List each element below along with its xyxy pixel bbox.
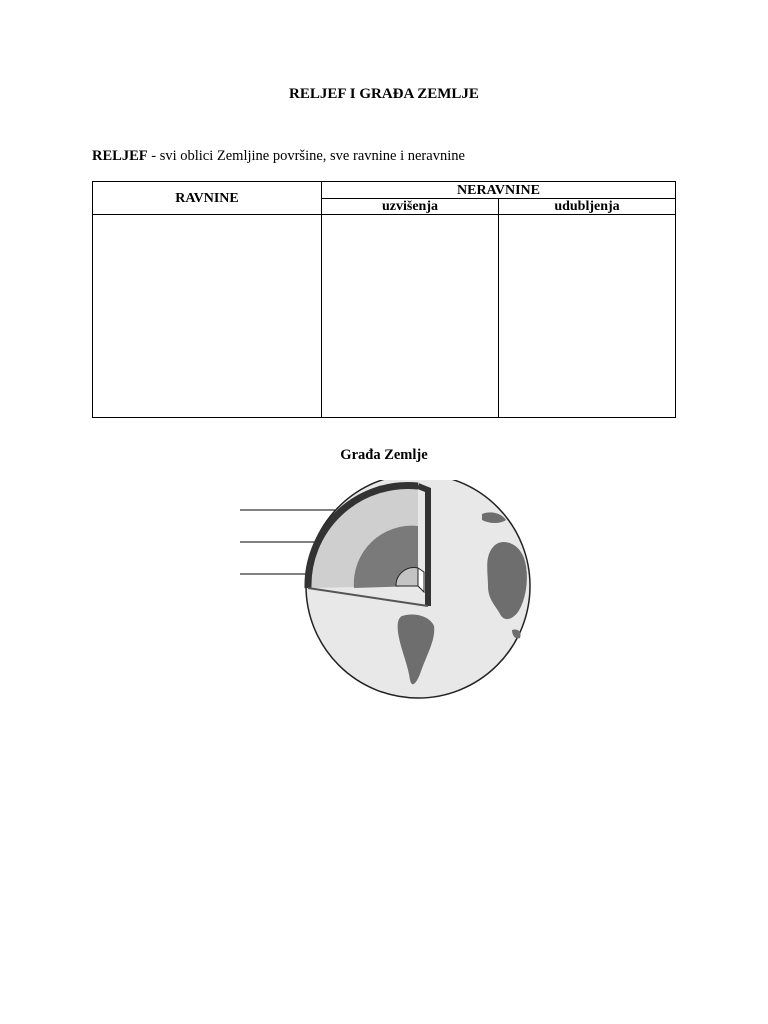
- cell-udubljenja-answer[interactable]: [499, 215, 676, 418]
- definition-text: svi oblici Zemljine površine, sve ravnine i neravnine: [159, 148, 465, 164]
- definition-separator: -: [147, 148, 160, 164]
- header-udubljenja: udubljenja: [499, 199, 676, 215]
- header-neravnine: NERAVNINE: [322, 182, 676, 199]
- header-ravnine: RAVNINE: [93, 182, 322, 215]
- page-title: RELJEF I GRAĐA ZEMLJE: [289, 86, 479, 102]
- earth-structure-diagram: [232, 480, 542, 702]
- definition-term: RELJEF: [92, 148, 148, 164]
- relief-table: [92, 181, 676, 418]
- relief-definition: [92, 148, 465, 165]
- cell-ravnine-answer[interactable]: [93, 215, 322, 418]
- table-answer-row: [93, 215, 676, 418]
- table-header-row: [93, 182, 676, 199]
- header-uzvisenja: uzvišenja: [322, 199, 499, 215]
- cell-uzvisenja-answer[interactable]: [322, 215, 499, 418]
- diagram-title: Građa Zemlje: [340, 447, 428, 463]
